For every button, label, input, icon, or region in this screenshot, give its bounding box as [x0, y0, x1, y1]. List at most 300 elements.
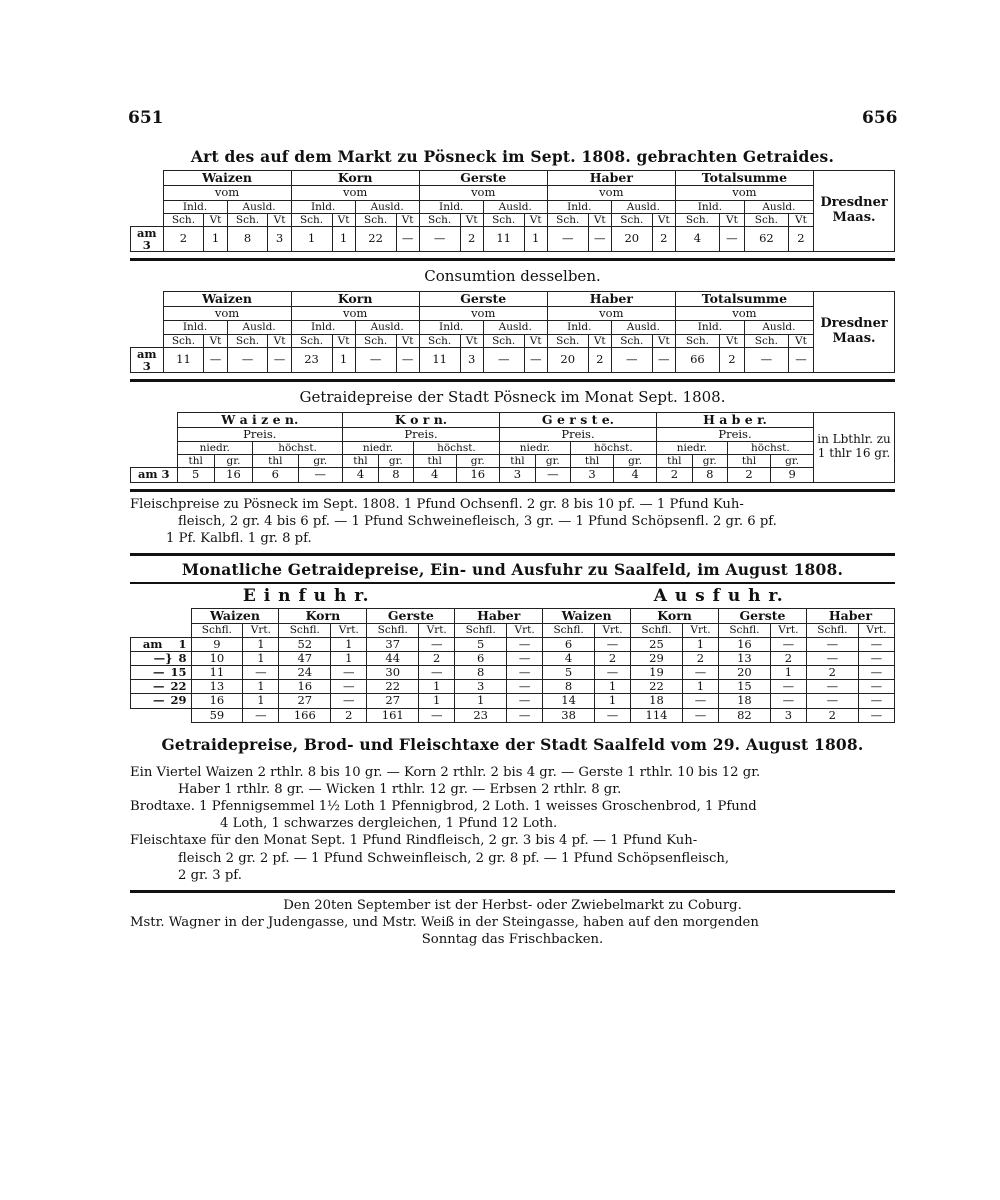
sec4-unit-schfl: Schfl.	[719, 624, 771, 637]
sec1-value-cell: 62	[744, 226, 788, 251]
sec4-value-cell: 22	[631, 680, 683, 694]
sec2-unit-sch: Sch.	[675, 334, 719, 347]
sec4-value-cell: —	[858, 680, 894, 694]
sec3-grain-3: H a b e r.	[656, 412, 813, 427]
sec1-value-cell: 4	[675, 226, 719, 251]
sec1-table	[130, 170, 895, 252]
sec4-value-cell: 1	[419, 680, 455, 694]
sec4-value-cell: —	[858, 665, 894, 679]
sec2-value-cell: —	[355, 347, 396, 372]
sec1-am: am	[136, 225, 157, 240]
sec1-inld: Inld.	[291, 200, 355, 213]
sec2-unit-vt: Vt	[268, 334, 291, 347]
sec5-title: Getraidepreise, Brod- und Fleischtaxe der Stadt Saalfeld vom 29. August 1808.	[161, 734, 864, 754]
sec4-unit-vrt: Vrt.	[770, 624, 806, 637]
fleisch1-line2: fleisch, 2 gr. 4 bis 6 pf. — 1 Pfund Schweinefleisch, 3 gr. — 1 Pfund Schöpsenfl. 2 gr. 6 pf.	[178, 513, 777, 529]
sec1-ausld: Ausld.	[611, 200, 675, 213]
sec1-value-cell: —	[419, 226, 460, 251]
sec2-grain-1: Korn	[291, 291, 419, 306]
sec2-vom: vom	[419, 307, 547, 321]
sec2-value-cell: 66	[675, 347, 719, 372]
sec1-inld: Inld.	[675, 200, 744, 213]
sec4-value-cell: 15	[719, 680, 771, 694]
sec3-value-cell: 3	[570, 468, 614, 482]
sec3-value-cell: 8	[378, 468, 413, 482]
sec1-value-cell: —	[719, 226, 744, 251]
sec1-value-cell: 11	[483, 226, 524, 251]
sec4-row-mark: —	[152, 693, 165, 708]
sec4-value-cell: —	[331, 680, 367, 694]
sec4-value-cell: —	[806, 680, 858, 694]
sec1-value-cell: 22	[355, 226, 396, 251]
sec4-totals-label	[131, 708, 192, 722]
sec1-day: 3	[142, 237, 151, 252]
sec3-unit-thl: thl	[727, 455, 771, 468]
sec3-value-cell: 4	[614, 468, 657, 482]
sec4-value-cell: —	[858, 651, 894, 665]
rule	[130, 553, 895, 556]
table-row	[131, 665, 895, 679]
sec4-unit-vrt: Vrt.	[419, 624, 455, 637]
sec4-value-cell: 44	[367, 651, 419, 665]
page-number-left: 651	[128, 108, 164, 128]
sec4-total-cell: 38	[543, 708, 595, 722]
sec4-value-cell: 5	[543, 665, 595, 679]
sec3-grain-1: K o r n.	[343, 412, 500, 427]
sec2-value-cell: 1	[332, 347, 355, 372]
sec4-ausfuhr: A u s f u h r.	[653, 586, 784, 607]
sec1-value-cell: 1	[204, 226, 227, 251]
sec2-title: Consumtion desselben.	[424, 266, 601, 285]
sec2-inld: Inld.	[547, 321, 611, 334]
rule	[130, 379, 895, 382]
sec4-unit-schfl: Schfl.	[367, 624, 419, 637]
sec2-unit-vt: Vt	[460, 334, 483, 347]
sec4-unit-vrt: Vrt.	[594, 624, 630, 637]
sec2-value-cell: 11	[419, 347, 460, 372]
sec4-value-cell: 13	[191, 680, 243, 694]
sec4-value-cell: —	[507, 680, 543, 694]
sec4-value-cell: 2	[419, 651, 455, 665]
sec3-niedr: niedr.	[177, 442, 253, 455]
sec1-grain-0: Waizen	[163, 171, 291, 186]
sec3-unit-gr: gr.	[298, 455, 343, 468]
sec4-total-cell: —	[243, 708, 279, 722]
sec4-value-cell: 2	[594, 651, 630, 665]
sec4-grain-header: Korn	[279, 609, 367, 624]
sec4-value-cell: 19	[631, 665, 683, 679]
sec4-value-cell: 47	[279, 651, 331, 665]
sec4-value-cell: 1	[331, 637, 367, 651]
sec2-unit-vt: Vt	[524, 334, 547, 347]
sec2-am: am	[136, 346, 157, 361]
sec2-unit-vt: Vt	[332, 334, 355, 347]
sec3-value-cell: 4	[343, 468, 379, 482]
sec4-unit-vrt: Vrt.	[331, 624, 367, 637]
sec2-value-cell: 23	[291, 347, 332, 372]
sec1-unit-vt: Vt	[788, 213, 813, 226]
sec1-value-cell: 2	[163, 226, 204, 251]
sec1-grain-3: Haber	[547, 171, 675, 186]
sec1-unit-vt: Vt	[652, 213, 675, 226]
sec4-total-cell: —	[507, 708, 543, 722]
sec4-value-cell: 52	[279, 637, 331, 651]
sec2-grain-3: Haber	[547, 291, 675, 306]
sec3-value-cell: 2	[727, 468, 771, 482]
table-row	[131, 651, 895, 665]
sec1-inld: Inld.	[419, 200, 483, 213]
sec4-total-cell: 2	[331, 708, 367, 722]
sec4-value-cell: 2	[770, 651, 806, 665]
sec2-ausld: Ausld.	[355, 321, 419, 334]
sec4-total-cell: —	[594, 708, 630, 722]
sec4-value-cell: 18	[631, 694, 683, 708]
table-row	[131, 637, 895, 651]
sec1-value-cell: —	[588, 226, 611, 251]
sec4-row-label	[131, 665, 192, 679]
sec4-value-cell: —	[682, 665, 718, 679]
sec1-title: Art des auf dem Markt zu Pösneck im Sept. 1808. gebrachten Getraides.	[190, 147, 835, 166]
sec3-value-cell: 5	[177, 468, 214, 482]
sec3-value-cell: 2	[656, 468, 692, 482]
sec2-value-cell: 2	[588, 347, 611, 372]
sec1-vom: vom	[291, 186, 419, 200]
sec4-value-cell: 37	[367, 637, 419, 651]
sec2-unit-sch: Sch.	[483, 334, 524, 347]
sec4-row-mark: —	[152, 664, 165, 679]
sec4-value-cell: 1	[419, 694, 455, 708]
sec2-table	[130, 291, 895, 373]
rule	[130, 582, 895, 584]
sec1-unit-sch: Sch.	[355, 213, 396, 226]
sec3-niedr: niedr.	[656, 442, 727, 455]
table-row	[131, 694, 895, 708]
sec3-unit: in Lbthlr. zu 1 thlr 16 gr.	[814, 412, 895, 482]
sec4-value-cell: —	[507, 651, 543, 665]
sec4-value-cell: —	[507, 665, 543, 679]
sec3-value-cell: 3	[500, 468, 536, 482]
sec4-value-cell: —	[858, 637, 894, 651]
sec4-value-cell: 1	[243, 680, 279, 694]
sec4-row-mark: —	[152, 679, 165, 694]
sec5-line3: Brodtaxe. 1 Pfennigsemmel 1½ Loth 1 Pfennigbrod, 2 Loth. 1 weisses Groschenbrod, 1 Pfund	[130, 799, 757, 815]
table-row	[131, 680, 895, 694]
sec3-unit-thl: thl	[343, 455, 379, 468]
sec1-ausld: Ausld.	[744, 200, 813, 213]
sec4-value-cell: 1	[243, 694, 279, 708]
fleisch1-block	[130, 496, 895, 547]
sec1-value-cell: 2	[788, 226, 813, 251]
sec2-unit-vt: Vt	[204, 334, 227, 347]
sec4-grain-header: Gerste	[719, 609, 807, 624]
sec4-unit-schfl: Schfl.	[455, 624, 507, 637]
sec3-grain-0: W a i z e n.	[177, 412, 343, 427]
sec2-unit-sch: Sch.	[227, 334, 268, 347]
sec3-niedr: niedr.	[343, 442, 414, 455]
sec4-headings	[130, 586, 895, 606]
sec4-total-cell: 2	[806, 708, 858, 722]
sec4-row-label	[131, 637, 192, 651]
fleisch1-line3: 1 Pf. Kalbfl. 1 gr. 8 pf.	[166, 530, 312, 546]
sec4-unit-schfl: Schfl.	[279, 624, 331, 637]
sec2-value-cell: —	[204, 347, 227, 372]
sec1-unit-vt: Vt	[268, 213, 291, 226]
sec4-row-day: 29	[170, 693, 187, 708]
sec4-einfuhr: E i n f u h r.	[242, 586, 370, 607]
sec4-value-cell: —	[770, 680, 806, 694]
sec4-value-cell: —	[806, 694, 858, 708]
sec4-value-cell: 27	[279, 694, 331, 708]
notice-line1: Den 20ten September ist der Herbst- oder Zwiebelmarkt zu Coburg.	[283, 897, 742, 913]
sec1-unit-sch: Sch.	[419, 213, 460, 226]
sec2-value-cell: —	[268, 347, 291, 372]
sec4-total-cell: 82	[719, 708, 771, 722]
sec5-line1: Ein Viertel Waizen 2 rthlr. 8 bis 10 gr. — Korn 2 rthlr. 2 bis 4 gr. — Gerste 1 rthlr. 10 bis 12 gr.	[130, 764, 761, 780]
page-content	[130, 95, 895, 948]
sec2-value-cell: —	[227, 347, 268, 372]
sec4-row-day: 15	[170, 664, 187, 679]
sec3-preis: Preis.	[343, 428, 500, 442]
sec4-value-cell: 11	[191, 665, 243, 679]
sec2-vom: vom	[675, 307, 813, 321]
sec2-ausld: Ausld.	[744, 321, 813, 334]
sec5-line7: 2 gr. 3 pf.	[178, 867, 242, 883]
sec4-total-cell: —	[419, 708, 455, 722]
sec2-value-cell: —	[611, 347, 652, 372]
sec4-row-day: 22	[170, 679, 187, 694]
sec4-total-cell: 3	[770, 708, 806, 722]
sec1-vom: vom	[547, 186, 675, 200]
sec2-inld: Inld.	[163, 321, 227, 334]
sec4-value-cell: 9	[191, 637, 243, 651]
sec1-unit-sch: Sch.	[547, 213, 588, 226]
sec1-ausld: Ausld.	[227, 200, 291, 213]
sec4-value-cell: 13	[719, 651, 771, 665]
sec1-value-cell: 1	[332, 226, 355, 251]
page-number-right: 656	[862, 108, 898, 128]
sec5-line5: Fleischtaxe für den Monat Sept. 1 Pfund Rindfleisch, 2 gr. 3 bis 4 pf. — 1 Pfund Kuh-	[130, 833, 698, 849]
sec2-value-cell: —	[483, 347, 524, 372]
sec3-preis: Preis.	[177, 428, 343, 442]
sec3-hochst: höchst.	[413, 442, 499, 455]
sec1-value-cell: 1	[291, 226, 332, 251]
sec3-value-cell: —	[535, 468, 570, 482]
sec2-day: 3	[142, 358, 151, 373]
sec2-value-cell: 3	[460, 347, 483, 372]
sec3-unit-gr: gr.	[214, 455, 252, 468]
sec1-unit-vt: Vt	[588, 213, 611, 226]
sec2-unit-sch: Sch.	[163, 334, 204, 347]
sec2-unit-vt: Vt	[396, 334, 419, 347]
sec2-value-cell: —	[652, 347, 675, 372]
sec4-unit-vrt: Vrt.	[858, 624, 894, 637]
sec3-unit-gr: gr.	[456, 455, 499, 468]
sec5-block	[130, 764, 895, 884]
sec4-total-cell: —	[682, 708, 718, 722]
sec4-unit-vrt: Vrt.	[682, 624, 718, 637]
sec4-value-cell: 30	[367, 665, 419, 679]
sec4-value-cell: 8	[543, 680, 595, 694]
sec4-table	[130, 608, 895, 723]
sec4-value-cell: 3	[455, 680, 507, 694]
sec3-value-cell: —	[298, 468, 343, 482]
sec5-line2: Haber 1 rthlr. 8 gr. — Wicken 1 rthlr. 12 gr. — Erbsen 2 rthlr. 8 gr.	[178, 782, 622, 797]
sec4-row-label	[131, 651, 192, 665]
sec3-title: Getraidepreise der Stadt Pösneck im Monat Sept. 1808.	[299, 387, 726, 406]
sec4-value-cell: 14	[543, 694, 595, 708]
sec4-row-label	[131, 694, 192, 708]
sec4-total-cell: 23	[455, 708, 507, 722]
sec3-unit-thl: thl	[500, 455, 536, 468]
sec2-unit-vt: Vt	[652, 334, 675, 347]
sec3-unit-gr: gr.	[614, 455, 657, 468]
sec3-unit-gr: gr.	[535, 455, 570, 468]
sec4-total-cell: 166	[279, 708, 331, 722]
sec2-value-cell: —	[396, 347, 419, 372]
sec4-value-cell: 6	[455, 651, 507, 665]
sec3-hochst: höchst.	[570, 442, 656, 455]
sec2-inld: Inld.	[291, 321, 355, 334]
sec3-hochst: höchst.	[253, 442, 343, 455]
sec1-unit-sch: Sch.	[744, 213, 788, 226]
sec4-unit-schfl: Schfl.	[631, 624, 683, 637]
sec4-row-mark: —}	[153, 650, 173, 665]
rule	[130, 258, 895, 261]
sec4-title: Monatliche Getraidepreise, Ein- und Ausfuhr zu Saalfeld, im August 1808.	[181, 560, 844, 580]
sec4-value-cell: —	[806, 637, 858, 651]
sec1-value-cell: 20	[611, 226, 652, 251]
sec4-unit-schfl: Schfl.	[543, 624, 595, 637]
sec4-grain-header: Waizen	[543, 609, 631, 624]
sec4-row-day: 1	[178, 636, 187, 651]
sec3-value-cell: 8	[692, 468, 727, 482]
sec3-preis: Preis.	[656, 428, 813, 442]
sec2-unit-vt: Vt	[719, 334, 744, 347]
sec1-vom: vom	[419, 186, 547, 200]
sec1-ausld: Ausld.	[355, 200, 419, 213]
sec1-unit-sch: Sch.	[163, 213, 204, 226]
sec4-unit-schfl: Schfl.	[806, 624, 858, 637]
sec2-ausld: Ausld.	[611, 321, 675, 334]
sec4-row-day: 8	[178, 650, 187, 665]
sec4-value-cell: 27	[367, 694, 419, 708]
sec1-value-cell: 8	[227, 226, 268, 251]
sec1-ausld: Ausld.	[483, 200, 547, 213]
sec2-unit-sch: Sch.	[291, 334, 332, 347]
sec4-value-cell: 1	[243, 637, 279, 651]
sec3-unit-gr: gr.	[692, 455, 727, 468]
notice-line3: Sonntag das Frischbacken.	[421, 932, 604, 948]
sec3-value-cell: 6	[253, 468, 299, 482]
sec2-inld: Inld.	[675, 321, 744, 334]
sec4-unit-schfl: Schfl.	[191, 624, 243, 637]
sec1-unit-vt: Vt	[524, 213, 547, 226]
sec3-hochst: höchst.	[727, 442, 813, 455]
sec1-value-cell: 1	[524, 226, 547, 251]
sec4-total-cell: 161	[367, 708, 419, 722]
sec2-grain-0: Waizen	[163, 291, 291, 306]
sec1-unit-vt: Vt	[332, 213, 355, 226]
sec4-value-cell: —	[419, 665, 455, 679]
sec5-line6: fleisch 2 gr. 2 pf. — 1 Pfund Schweinfleisch, 2 gr. 8 pf. — 1 Pfund Schöpsenfleisch,	[178, 850, 730, 866]
sec4-value-cell: —	[507, 694, 543, 708]
sec4-value-cell: 5	[455, 637, 507, 651]
sec3-unit-thl: thl	[413, 455, 456, 468]
sec4-value-cell: 16	[279, 680, 331, 694]
sec2-value-cell: 20	[547, 347, 588, 372]
sec4-am: am	[142, 636, 163, 651]
sec4-value-cell: 1	[682, 637, 718, 651]
sec2-unit-vt: Vt	[788, 334, 813, 347]
sec2-grain-2: Gerste	[419, 291, 547, 306]
sec3-unit-gr: gr.	[771, 455, 814, 468]
sec2-grain-4: Totalsumme	[675, 291, 813, 306]
sec4-value-cell: 22	[367, 680, 419, 694]
sec2-value-cell: —	[524, 347, 547, 372]
sec4-value-cell: 6	[543, 637, 595, 651]
sec1-unit-sch: Sch.	[227, 213, 268, 226]
sec2-vom: vom	[547, 307, 675, 321]
sec2-inld: Inld.	[419, 321, 483, 334]
sec4-total-cell: 114	[631, 708, 683, 722]
sec3-grain-2: G e r s t e.	[500, 412, 657, 427]
sec1-unit-vt: Vt	[396, 213, 419, 226]
sec4-value-cell: 1	[682, 680, 718, 694]
sec1-value-cell: —	[396, 226, 419, 251]
sec4-grain-header: Waizen	[191, 609, 279, 624]
sec1-unit-sch: Sch.	[675, 213, 719, 226]
sec1-vom: vom	[163, 186, 291, 200]
sec4-value-cell: 2	[682, 651, 718, 665]
sec4-total-cell: —	[858, 708, 894, 722]
sec2-value-cell: 11	[163, 347, 204, 372]
sec3-unit-thl: thl	[253, 455, 299, 468]
sec1-unit-vt: Vt	[460, 213, 483, 226]
sec4-unit-vrt: Vrt.	[507, 624, 543, 637]
fleisch1-line1: Fleischpreise zu Pösneck im Sept. 1808. 1 Pfund Ochsenfl. 2 gr. 8 bis 10 pf. — 1 Pfund Kuh-	[130, 496, 744, 512]
sec4-value-cell: —	[594, 637, 630, 651]
sec4-value-cell: 20	[719, 665, 771, 679]
sec3-unit-thl: thl	[570, 455, 614, 468]
notice-block	[130, 897, 895, 948]
sec3-value-cell: 16	[456, 468, 499, 482]
sec3-value-cell: 9	[771, 468, 814, 482]
sec2-unit-sch: Sch.	[611, 334, 652, 347]
sec4-grain-header: Korn	[631, 609, 719, 624]
sec4-totals-row	[131, 708, 895, 722]
sec3-unit-thl: thl	[656, 455, 692, 468]
sec1-grain-2: Gerste	[419, 171, 547, 186]
sec4-value-cell: —	[770, 637, 806, 651]
sec2-unit-sch: Sch.	[355, 334, 396, 347]
sec2-value-cell: —	[744, 347, 788, 372]
sec2-unit-vt: Vt	[588, 334, 611, 347]
sec1-measure: Dresdner Maas.	[814, 171, 895, 252]
sec4-value-cell: —	[243, 665, 279, 679]
sec4-value-cell: —	[507, 637, 543, 651]
sec4-grain-header: Gerste	[367, 609, 455, 624]
rule	[130, 489, 895, 492]
sec4-grain-header: Haber	[455, 609, 543, 624]
sec4-value-cell: 10	[191, 651, 243, 665]
sec1-unit-vt: Vt	[719, 213, 744, 226]
sec4-value-cell: 18	[719, 694, 771, 708]
sec4-value-cell: 25	[631, 637, 683, 651]
sec1-value-cell: —	[547, 226, 588, 251]
sec4-total-cell: 59	[191, 708, 243, 722]
sec4-value-cell: 4	[543, 651, 595, 665]
sec2-ausld: Ausld.	[227, 321, 291, 334]
